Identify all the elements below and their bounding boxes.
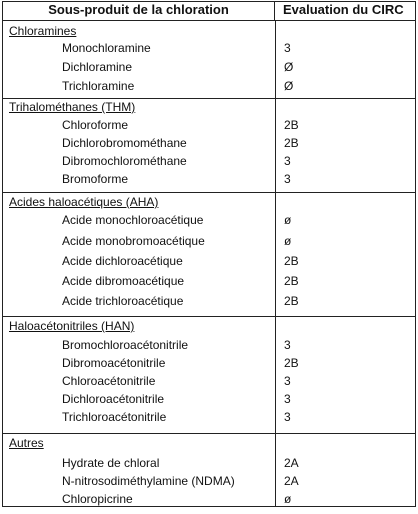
byproduct-name: Acide monobromoacétique bbox=[62, 234, 205, 248]
table-header bbox=[3, 2, 415, 21]
byproduct-name: Trichloramine bbox=[62, 79, 135, 93]
circ-evaluation: 2B bbox=[284, 136, 299, 150]
table-row bbox=[3, 390, 415, 408]
byproduct-name: Dichlorobromométhane bbox=[62, 136, 187, 150]
header-byproduct: Sous-produit de la chloration bbox=[3, 2, 275, 20]
table-row bbox=[3, 77, 415, 95]
table-row bbox=[3, 272, 415, 290]
group-title-chloramines: Chloramines bbox=[9, 24, 77, 38]
byproduct-name: Dichloramine bbox=[62, 60, 133, 74]
table-row bbox=[3, 58, 415, 76]
byproduct-name: Hydrate de chloral bbox=[62, 456, 160, 470]
circ-table bbox=[2, 1, 416, 507]
circ-evaluation: 3 bbox=[284, 172, 291, 186]
byproduct-name: Acide dibromoacétique bbox=[62, 274, 185, 288]
byproduct-name: Bromoforme bbox=[62, 172, 129, 186]
circ-evaluation: 3 bbox=[284, 392, 291, 406]
circ-evaluation: 3 bbox=[284, 41, 291, 55]
table-row bbox=[3, 116, 415, 134]
circ-evaluation: ø bbox=[284, 234, 292, 248]
table-row bbox=[3, 232, 415, 250]
table-row bbox=[3, 170, 415, 188]
byproduct-name: Acide dichloroacétique bbox=[62, 254, 183, 268]
circ-evaluation: 2B bbox=[284, 294, 299, 308]
group-title-han: Haloacétonitriles (HAN) bbox=[9, 319, 135, 333]
byproduct-name: Dichloroacétonitrile bbox=[62, 392, 165, 406]
table-row bbox=[3, 354, 415, 372]
circ-evaluation: 2A bbox=[284, 474, 299, 488]
byproduct-name: N-nitrosodiméthylamine (NDMA) bbox=[62, 474, 235, 488]
byproduct-name: Chloropicrine bbox=[62, 492, 133, 506]
table-row bbox=[3, 39, 415, 57]
byproduct-name: Acide trichloroacétique bbox=[62, 294, 184, 308]
table-row bbox=[3, 152, 415, 170]
circ-evaluation: 3 bbox=[284, 154, 291, 168]
circ-evaluation: 3 bbox=[284, 338, 291, 352]
byproduct-name: Bromochloroacétonitrile bbox=[62, 338, 189, 352]
circ-evaluation: ø bbox=[284, 492, 292, 506]
circ-evaluation: 3 bbox=[284, 374, 291, 388]
byproduct-name: Chloroforme bbox=[62, 118, 129, 132]
group-separator bbox=[3, 192, 415, 193]
table-row bbox=[3, 211, 415, 229]
table-row bbox=[3, 252, 415, 270]
circ-evaluation: 3 bbox=[284, 410, 291, 424]
byproduct-name: Dibromochlorométhane bbox=[62, 154, 187, 168]
group-separator bbox=[3, 316, 415, 317]
group-title-thm: Trihalométhanes (THM) bbox=[9, 100, 136, 114]
byproduct-name: Trichloroacétonitrile bbox=[62, 410, 167, 424]
table-row bbox=[3, 372, 415, 390]
table-row bbox=[3, 472, 415, 490]
table-row bbox=[3, 408, 415, 426]
byproduct-name: Dibromoacétonitrile bbox=[62, 356, 166, 370]
circ-evaluation: 2B bbox=[284, 356, 299, 370]
table-row bbox=[3, 490, 415, 508]
group-separator bbox=[3, 433, 415, 434]
table-row bbox=[3, 454, 415, 472]
byproduct-name: Chloroacétonitrile bbox=[62, 374, 156, 388]
group-title-autres: Autres bbox=[9, 436, 44, 450]
table-row bbox=[3, 292, 415, 310]
group-title-aha: Acides haloacétiques (AHA) bbox=[9, 195, 159, 209]
circ-evaluation: 2A bbox=[284, 456, 299, 470]
table-row bbox=[3, 336, 415, 354]
table-row bbox=[3, 134, 415, 152]
circ-evaluation: ø bbox=[284, 213, 292, 227]
circ-evaluation: Ø bbox=[284, 79, 294, 93]
byproduct-name: Acide monochloroacétique bbox=[62, 213, 204, 227]
group-separator bbox=[3, 98, 415, 99]
circ-evaluation: 2B bbox=[284, 274, 299, 288]
byproduct-name: Monochloramine bbox=[62, 41, 151, 55]
circ-evaluation: Ø bbox=[284, 60, 294, 74]
header-circ-evaluation: Evaluation du CIRC bbox=[283, 2, 404, 17]
circ-evaluation: 2B bbox=[284, 254, 299, 268]
circ-evaluation: 2B bbox=[284, 118, 299, 132]
